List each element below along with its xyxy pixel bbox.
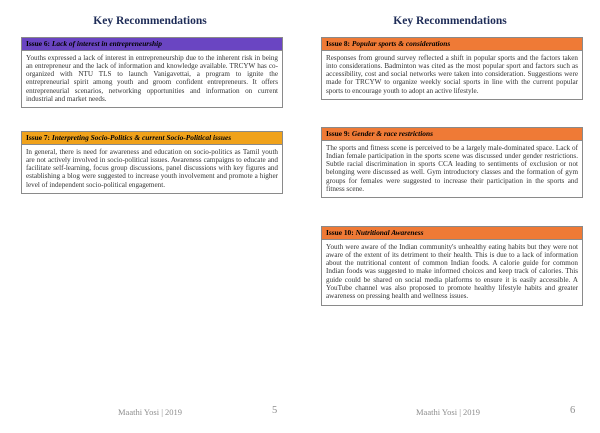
issue-10-header	[322, 227, 582, 240]
issue-7-number: Issue 7:	[26, 133, 52, 142]
issue-6-title: Lack of interest in entrepreneurship	[51, 39, 162, 48]
issue-6-body: Youths expressed a lack of interest in entrepreneurship due to the inherent risk in being an entrepreneur and the lack of information and knowledge available. TRCYW has co-organized with NTU TLS to launch Vanigavettai, a program to ignite the entrepreneurial spirit among youth and groom confident entrepreneurs. It offers entrepreneurial scenarios, networking opportunities and information on current industrial and market needs.	[26, 53, 278, 103]
page-footer: Maathi Yosi | 2019	[416, 407, 481, 417]
issue-10-box	[321, 226, 583, 306]
issue-9-header	[322, 128, 582, 141]
page-number: 5	[272, 405, 278, 416]
issue-8-header	[322, 38, 582, 51]
page-heading: Key Recommendations	[93, 15, 207, 27]
issue-9-number: Issue 9:	[326, 129, 352, 138]
issue-9-box	[321, 127, 583, 198]
issue-7-body: In general, there is need for awareness and education on socio-politics as Tamil youth are not actively involved in socio-political issues. Awareness campaigns to educate and facilitate self-learning, focus group discussions, panel discussions with key figures and establishing a blog were suggested to increase youth involvement and promote a higher level of independent socio-political engagement.	[26, 147, 278, 189]
issue-7-header	[22, 132, 282, 145]
page-footer: Maathi Yosi | 2019	[118, 407, 183, 417]
issue-8-number: Issue 8:	[326, 39, 352, 48]
issue-6-header	[22, 38, 282, 51]
issue-7-title: Interpreting Socio-Politics & current Socio-Political issues	[51, 133, 232, 142]
issue-6-number: Issue 6:	[26, 39, 52, 48]
page-number: 6	[570, 405, 576, 416]
right-page	[300, 0, 600, 433]
issue-7-box	[21, 131, 283, 194]
issue-8-box	[321, 37, 583, 100]
issue-8-title: Popular sports & considerations	[351, 39, 451, 48]
issue-8-body: Responses from ground survey reflected a shift in popular sports and the factors taken into considerations. Badminton was cited as the most popular sport and factors such as accessibility, cost and social networks were taken into consideration. Suggestions were made for TRCYW to organize weekly social sports in line with the current popular sports to encourage youth to adopt an active lifestyle.	[326, 53, 578, 95]
page-heading: Key Recommendations	[393, 15, 507, 27]
issue-10-number: Issue 10:	[326, 228, 356, 237]
issue-10-title: Nutritional Awareness	[355, 228, 424, 237]
issue-9-body: The sports and fitness scene is perceived to be a largely male-dominated space. Lack of Indian female participation in the sports scene was discussed under gender restrictions. Subtle racial discrimination in sports CCA leading to sentiments of exclusion or not belonging were discussed as well. Gym introductory classes and the formation of gym groups for females were suggested to increase their participation in the sports and fitness scene.	[326, 143, 578, 193]
issue-6-box	[21, 37, 283, 108]
issue-9-title: Gender & race restrictions	[351, 129, 433, 138]
issue-10-body: Youth were aware of the Indian community's unhealthy eating habits but they were not aware of the extent of its detriment to their health. This is due to a lack of information about the nutritional content of common Indian foods. A calorie guide for common Indian foods was suggested to make informed choices and keep track of calories. This guide could be shared on social media platforms to ensure it is easily accessible. A YouTube channel was also proposed to promote healthy lifestyle habits and greater awareness on pressing health and wellness issues.	[326, 242, 578, 301]
